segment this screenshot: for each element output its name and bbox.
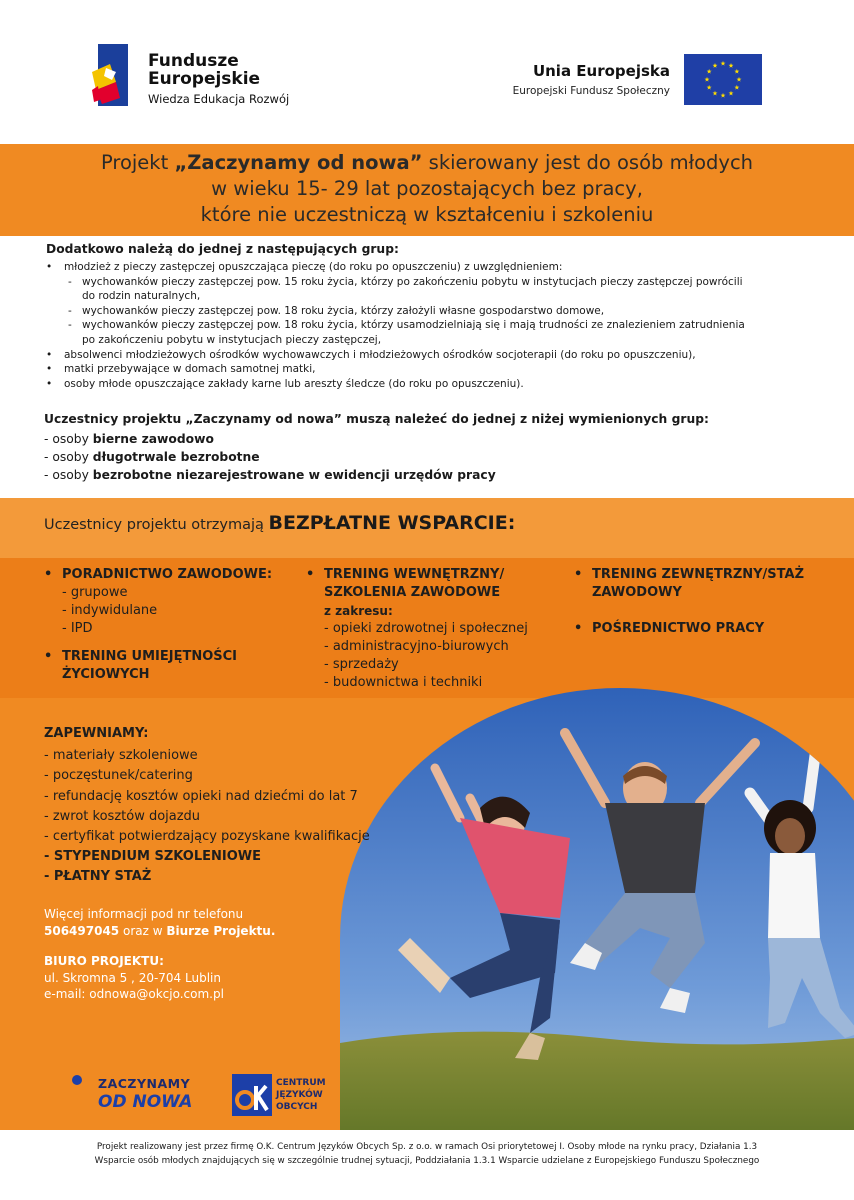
item-prefix: - osoby [44,468,93,482]
support-item: • PORADNICTWO ZAWODOWE: [44,566,294,584]
support-column-1 [44,566,294,684]
title-suffix: skierowany jest do osób młodych [422,151,754,174]
list-item [44,448,496,466]
partner-logos [0,1058,358,1130]
title-line-1 [0,150,854,176]
office-address: ul. Skromna 5 , 20-704 Lublin [44,970,221,985]
contact-mid: oraz w [119,923,167,938]
centrum-jezykow-obcych-logo [232,1074,332,1118]
title-line-2: w wieku 15- 29 lat pozostających bez pracy, [211,177,643,200]
cjo-line3: OBCYCH [276,1102,318,1112]
logo-header [0,0,854,144]
list-item: - zwrot kosztów dojazdu [44,808,201,824]
provide-list [44,724,370,888]
support-subitem: - grupowe [62,585,128,600]
project-name: „Zaczynamy od nowa” [174,151,423,174]
sub-list-item: - wychowanków pieczy zastępczej pow. 18 roku życia, którzy założyli własne gospodarstwo domowe, [46,304,816,319]
support-column-2 [306,566,556,692]
group-name: bierne zawodowo [92,432,214,446]
support-intro: Uczestnicy projektu otrzymają [44,517,269,533]
support-column-3 [574,566,834,638]
eu-flag-icon [684,54,762,105]
support-subitem: - opieki zdrowotnej i społecznej [324,621,528,636]
list-item: • absolwenci młodzieżowych ośrodków wychowawczych i młodzieżowych ośrodków socjoterapii (do roku po opuszczeniu), [46,348,816,363]
support-bold: BEZPŁATNE WSPARCIE: [268,512,516,534]
contact-intro: Więcej informacji pod nr telefonu [44,907,244,921]
list-item: • osoby młode opuszczające zakłady karne lub areszty śledcze (do roku po opuszczeniu). [46,377,816,392]
support-item-cont: ŻYCIOWYCH [62,667,150,682]
participants-heading: Uczestnicy projektu „Zaczynamy od nowa” muszą należeć do jednej z niżej wymienionych grup: [44,412,709,426]
contact-block [44,906,275,1003]
support-subitem: - sprzedaży [324,657,399,672]
list-item: - materiały szkoleniowe [44,748,198,764]
list-item: - poczęstunek/catering [44,768,193,784]
support-item-cont: ZAWODOWY [592,585,682,600]
ue-caption [513,62,670,97]
jumping-person-icon [58,1072,96,1116]
list-item: - PŁATNY STAŻ [44,869,152,885]
support-item: • TRENING ZEWNĘTRZNY/STAŻ [574,566,834,584]
list-item: - STYPENDIUM SZKOLENIOWE [44,849,261,865]
list-item: - refundację kosztów opieki nad dziećmi do lat 7 [44,788,358,804]
support-item: • TRENING UMIEJĘTNOŚCI [44,648,294,666]
contact-phone-line [44,923,275,940]
footer-line-1: Projekt realizowany jest przez firmę O.K. Centrum Języków Obcych Sp. z o.o. w ramach Osi priorytetowej I. Osoby młode na rynku pracy, Działania 1.3 [96,1142,758,1152]
phone-number: 506497045 [44,923,120,938]
support-subitem: - administracyjno-biurowych [324,639,509,654]
support-subitem: - budownictwa i techniki [324,675,483,690]
list-item [44,430,496,448]
support-subitem: - indywidulane [62,603,158,618]
provide-heading: ZAPEWNIAMY: [44,726,149,741]
list-item: • młodzież z pieczy zastępczej opuszczająca pieczę (do roku po opuszczeniu) z uwzględnieniem: [46,260,816,275]
item-prefix: - osoby [44,432,93,446]
support-item-scope: z zakresu: [324,604,393,618]
sub-list-item-cont: do rodzin naturalnych, [82,290,201,303]
cjo-line2: JĘZYKÓW [276,1090,323,1100]
title-line-3: które nie uczestniczą w kształceniu i szkoleniu [200,203,654,226]
item-prefix: - osoby [44,450,93,464]
office-label: Biurze Projektu. [166,923,276,938]
fundusze-europejskie-logo [92,42,312,112]
support-item: • POŚREDNICTWO PRACY [574,620,834,638]
eligibility-section [0,236,854,498]
sub-list-item: - wychowanków pieczy zastępczej pow. 18 roku życia, którzy usamodzielniają się i mają trudności ze znalezieniem zatrudnienia [46,318,816,333]
list-item [44,466,496,484]
zn-logo-line2: OD NOWA [98,1092,193,1112]
cjo-line1: CENTRUM [276,1078,326,1088]
support-subitem: - IPD [62,621,93,636]
footer-line-2: Wsparcie osób młodych znajdujących się w szczególnie trudnej sytuacji, Poddziałania 1.3.1 Wsparcie udzielane z Europejskiego Funduszu Społecznego [94,1156,760,1166]
groups-list [46,260,816,391]
participants-list [44,430,496,484]
support-section [0,498,854,1130]
support-item: • TRENING WEWNĘTRZNY/ [306,566,556,584]
support-heading [44,512,515,534]
zn-logo-line1: ZACZYNAMY [98,1076,191,1091]
photo-illustration [340,688,854,1130]
ue-title: Unia Europejska [532,62,670,80]
groups-heading: Dodatkowo należą do jednej z następujących grup: [46,242,399,256]
zaczynamy-od-nowa-logo [58,1072,208,1116]
support-item-cont: SZKOLENIA ZAWODOWE [324,585,501,600]
group-name: długotrwale bezrobotne [92,450,260,464]
list-item: • matki przebywające w domach samotnej matki, [46,362,816,377]
ue-subtitle: Europejski Fundusz Społeczny [512,85,670,97]
office-heading: BIURO PROJEKTU: [44,954,164,968]
group-name: bezrobotne niezarejestrowane w ewidencji urzędów pracy [92,468,496,482]
ok-logo-icon [232,1074,272,1116]
fe-title-line2: Europejskie [148,69,261,89]
list-item: - certyfikat potwierdzający pozyskane kwalifikacje [44,829,370,845]
office-email: e-mail: odnowa@okcjo.com.pl [44,987,224,1001]
title-band [0,144,854,236]
sub-list-item: - wychowanków pieczy zastępczej pow. 15 roku życia, którzy po zakończeniu pobytu w instytucjach pieczy zastępczej powrócili [46,275,816,290]
title-prefix: Projekt [100,151,175,174]
fe-title-line1: Fundusze [148,51,239,71]
fe-subtitle: Wiedza Edukacja Rozwój [148,92,290,106]
funding-footer [0,1130,854,1200]
jumping-people-photo [340,688,854,1130]
sub-list-item-cont: po zakończeniu pobytu w instytucjach pieczy zastępczej, [82,333,382,346]
funds-logo-icon [92,42,134,108]
